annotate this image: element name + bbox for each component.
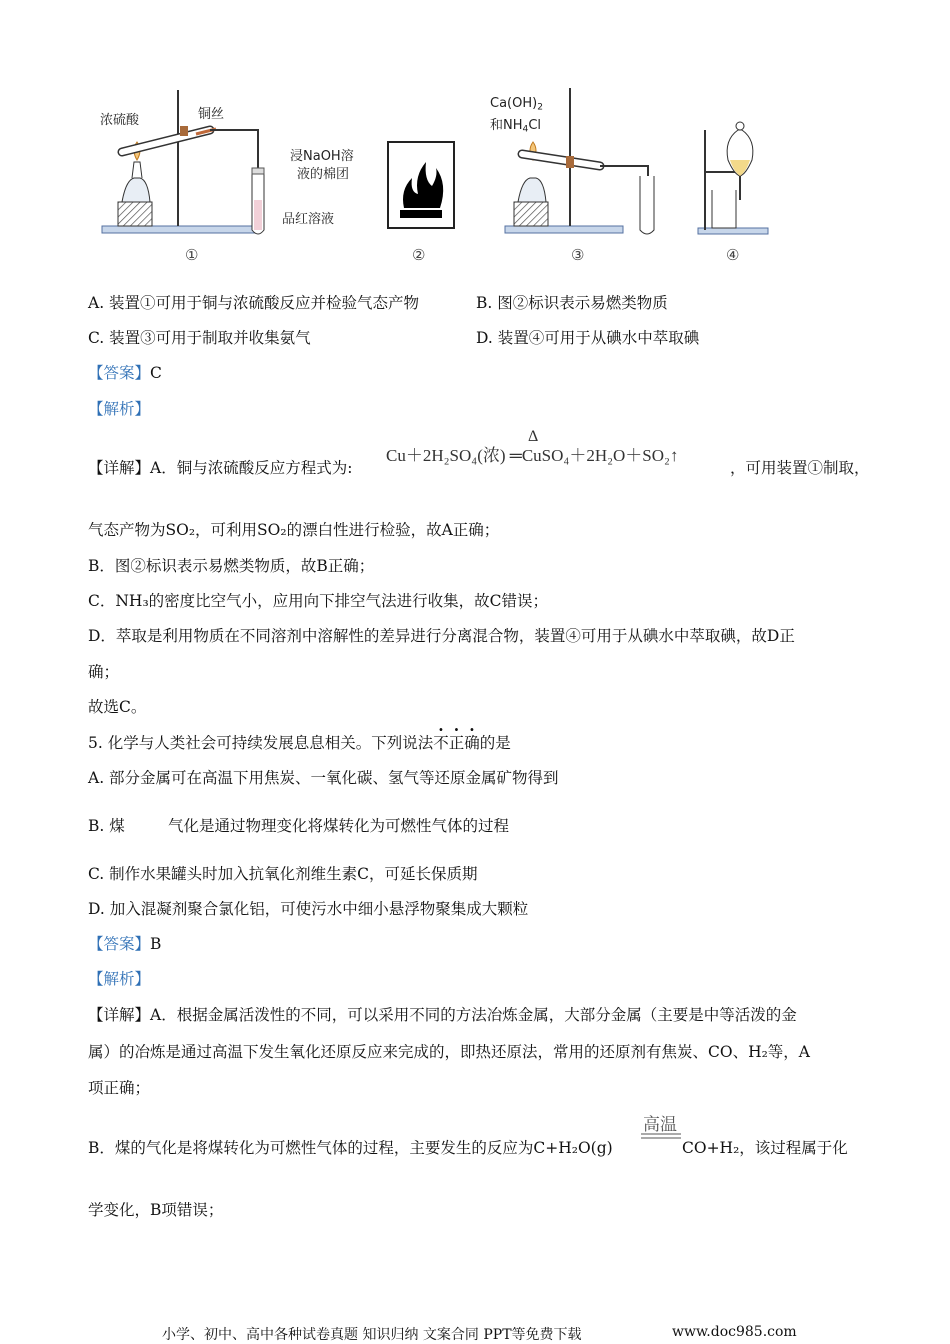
caption-1: ①: [185, 246, 199, 264]
q5-option-c: C. 制作水果罐头时加入抗氧化剂维生素C，可延长保质期: [88, 865, 478, 883]
caption-3: ③: [571, 246, 585, 264]
caption-2: ②: [412, 246, 426, 264]
q4-conclusion: 故选C。: [88, 698, 147, 716]
q4-detail-a-pre: 【详解】A．铜与浓硫酸反应方程式为:: [88, 459, 353, 477]
q4-option-a: A. 装置①可用于铜与浓硫酸反应并检验气态产物: [88, 294, 420, 312]
q5-detail-b-2: 学变化，B项错误；: [88, 1201, 224, 1219]
footer-url[interactable]: www.doc985.com: [672, 1324, 797, 1340]
equation-condition: Δ: [528, 428, 539, 445]
q5-detail-a-1: 【详解】A．根据金属活泼性的不同，可以采用不同的方法冶炼金属，大部分金属（主要是中等活泼的金: [88, 1006, 797, 1024]
label-nh4cl: 和$NH_4Cl$: [490, 118, 542, 135]
q5-detail-a-3: 项正确；: [88, 1079, 151, 1097]
flammable-sign: [388, 142, 454, 228]
apparatus-4: [698, 122, 768, 234]
q4-detail-a-post: ，可用装置①制取，: [730, 459, 870, 477]
q5-detail-a-2: 属）的冶炼是通过高温下发生氧化还原反应来完成的，即热还原法，常用的还原剂有焦炭、CO、H₂等，A: [88, 1043, 810, 1061]
q5-stem: 5. 化学与人类社会可持续发展息息相关。下列说法不正确的是: [88, 734, 511, 752]
q4-detail-b: B．图②标识表示易燃类物质，故B正确；: [88, 557, 375, 575]
q5-analysis-tag: 【解析】: [88, 970, 151, 988]
label-caoh: $Ca(OH)_2$: [490, 96, 543, 113]
q4-detail-d-2: 确；: [88, 663, 120, 681]
label-conc-acid: 浓硫酸: [100, 113, 140, 128]
apparatus-figures: [0, 80, 950, 270]
reaction-condition: 高温: [643, 1115, 677, 1135]
label-magenta: 品红溶液: [282, 212, 335, 227]
q4-detail-c: C．NH₃的密度比空气小，应用向下排空气法进行收集，故C错误；: [88, 592, 549, 610]
q5-detail-b-pre: B．煤的气化是将煤转化为可燃性气体的过程，主要发生的反应为C+H₂O(g): [88, 1139, 613, 1157]
label-naoh-1: 浸NaOH溶: [290, 149, 354, 164]
q5-answer: 【答案】B: [88, 935, 162, 953]
q5-option-b-2: 气化是通过物理变化将煤转化为可燃性气体的过程: [168, 817, 510, 835]
q4-detail-a-line2: 气态产物为SO₂，可利用SO₂的漂白性进行检验，故A正确；: [88, 521, 500, 539]
label-copper-wire: 铜丝: [198, 107, 225, 122]
label-naoh-2: 液的棉团: [297, 167, 350, 182]
q5-option-a: A. 部分金属可在高温下用焦炭、一氧化碳、氢气等还原金属矿物得到: [88, 769, 559, 787]
q4-option-c: C. 装置③可用于制取并收集氨气: [88, 329, 311, 347]
caption-4: ④: [726, 246, 740, 264]
q5-option-b-1: B. 煤: [88, 817, 125, 835]
reaction-equation: Cu＋2H₂SO₄(浓) ═CuSO₄＋2H₂O＋SO₂↑: [386, 446, 679, 465]
q4-option-b: B. 图②标识表示易燃类物质: [476, 294, 668, 312]
footer-text: 小学、初中、高中各种试卷真题 知识归纳 文案合同 PPT等免费下载: [162, 1327, 582, 1343]
q4-detail-d-1: D．萃取是利用物质在不同溶剂中溶解性的差异进行分离混合物，装置④可用于从碘水中萃取碘，故D正: [88, 627, 795, 645]
q4-option-d: D. 装置④可用于从碘水中萃取碘: [476, 329, 700, 347]
equals-sign: [641, 1132, 681, 1140]
q4-answer: 【答案】C: [88, 364, 162, 382]
q4-analysis-tag: 【解析】: [88, 400, 151, 418]
q5-option-d: D. 加入混凝剂聚合氯化铝，可使污水中细小悬浮物聚集成大颗粒: [88, 900, 529, 918]
q5-detail-b-post: CO+H₂，该过程属于化: [682, 1139, 848, 1157]
